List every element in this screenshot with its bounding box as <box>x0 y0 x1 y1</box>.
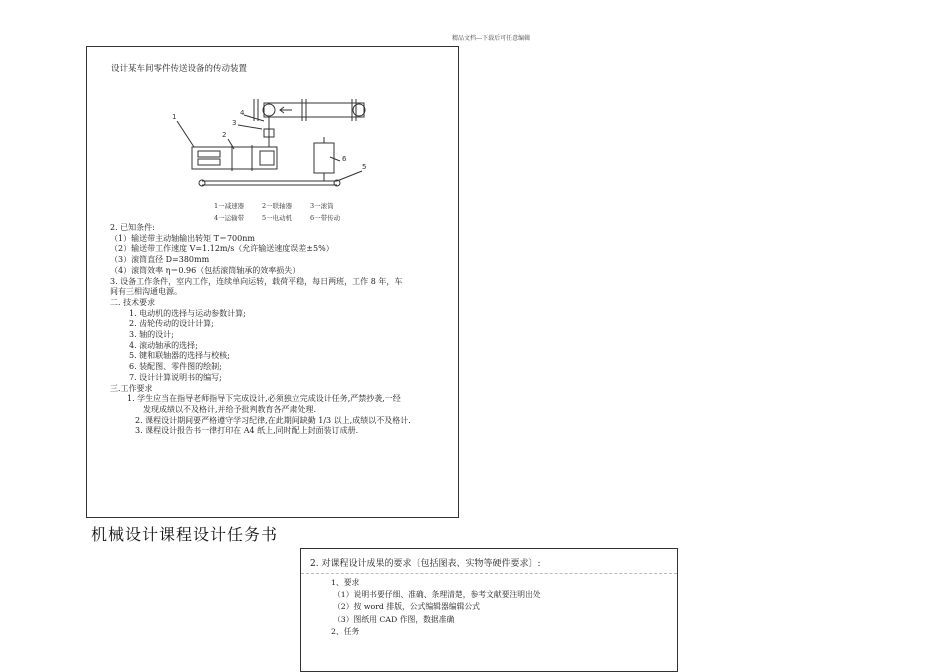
requirement-line: （1）说明书要仔细、准确、条理清楚，参考文献要注明出处 <box>333 590 541 600</box>
requirement-line: （3）图纸用 CAD 作图，数据准确 <box>333 614 455 624</box>
legend-item: 5一电动机 <box>262 214 293 222</box>
page-title: 机械设计课程设计任务书 <box>91 525 279 544</box>
tech-item: 3. 轴的设计; <box>129 330 174 340</box>
legend-item: 6一带传动 <box>310 214 341 222</box>
legend-item: 1一减速器 <box>214 202 245 210</box>
requirement-line: 2、任务 <box>331 626 360 636</box>
tech-item: 2. 齿轮传动的设计计算; <box>129 319 214 329</box>
requirement-line: 1、要求 <box>331 578 360 587</box>
transmission-diagram <box>172 91 372 201</box>
work-item: 3. 课程设计报告书一律打印在 A4 纸上,同时配上封面装订成册. <box>135 426 359 436</box>
work-item: 1. 学生应当在指导老师指导下完成设计,必须独立完成设计任务,严禁抄袭,一经 <box>127 394 401 404</box>
condition-line: 间有三相沟通电源。 <box>110 287 182 297</box>
diagram-label-1: 1 <box>172 113 177 121</box>
tech-heading: 二. 技术要求 <box>110 297 156 307</box>
task-box <box>86 46 459 518</box>
tech-item: 1. 电动机的选择与运动参数计算; <box>129 308 246 318</box>
condition-line: （2）输送带工作速度 V=1.12m/s（允许输送速度误差±5%） <box>110 244 334 254</box>
diagram-label-4: 4 <box>240 109 245 117</box>
task-title: 设计某车间零件传送设备的传动装置 <box>111 64 248 74</box>
requirements-box <box>300 548 678 672</box>
diagram-label-6: 6 <box>342 155 347 163</box>
requirements-heading: 2. 对课程设计成果的要求〔包括图表、实物等硬件要求〕: <box>310 559 541 569</box>
requirement-line: （2）按 word 排版，公式编辑器编辑公式 <box>333 602 480 612</box>
work-item: 发现成绩以不及格计,并给予批判教育各严肃处理. <box>143 404 317 414</box>
legend-row <box>214 213 358 222</box>
condition-line: 3. 设备工作条件，室内工作，连续单向运转，载荷平稳，每日两班，工作 8 年，车 <box>110 276 403 286</box>
legend-item: 3一滚筒 <box>310 202 334 210</box>
diagram-label-3: 3 <box>232 119 237 127</box>
tech-item: 5. 键和联轴器的选择与校核; <box>129 351 230 361</box>
work-item: 2. 课程设计期间要严格遵守学习纪律,在此期间缺勤 1/3 以上,成绩以不及格计. <box>135 415 411 425</box>
tech-item: 7. 设计计算说明书的编写; <box>129 372 222 382</box>
work-heading: 三.工作要求 <box>110 383 153 393</box>
requirements-body <box>331 577 541 638</box>
tech-item: 6. 装配图、零件图的绘制; <box>129 362 222 372</box>
condition-line: （1）输送带主动轴输出转矩 T＝700nm <box>110 233 255 243</box>
condition-line: （3）滚筒直径 D=380mm <box>110 255 210 265</box>
divider <box>301 573 677 574</box>
tech-item: 4. 滚动轴承的选择; <box>129 340 198 350</box>
legend-item: 4一运输带 <box>214 214 245 222</box>
header-note: 精品文档---下载后可任意编辑 <box>452 35 531 42</box>
legend-row <box>214 201 358 210</box>
diagram-label-2: 2 <box>222 131 227 139</box>
condition-line: （4）滚筒效率 η＝0.96（包括滚筒轴承的效率损失） <box>110 265 301 275</box>
legend-item: 2一联轴器 <box>262 202 293 210</box>
task-body <box>110 223 411 437</box>
diagram-label-5: 5 <box>362 163 367 171</box>
condition-line: 2. 已知条件: <box>110 223 155 232</box>
